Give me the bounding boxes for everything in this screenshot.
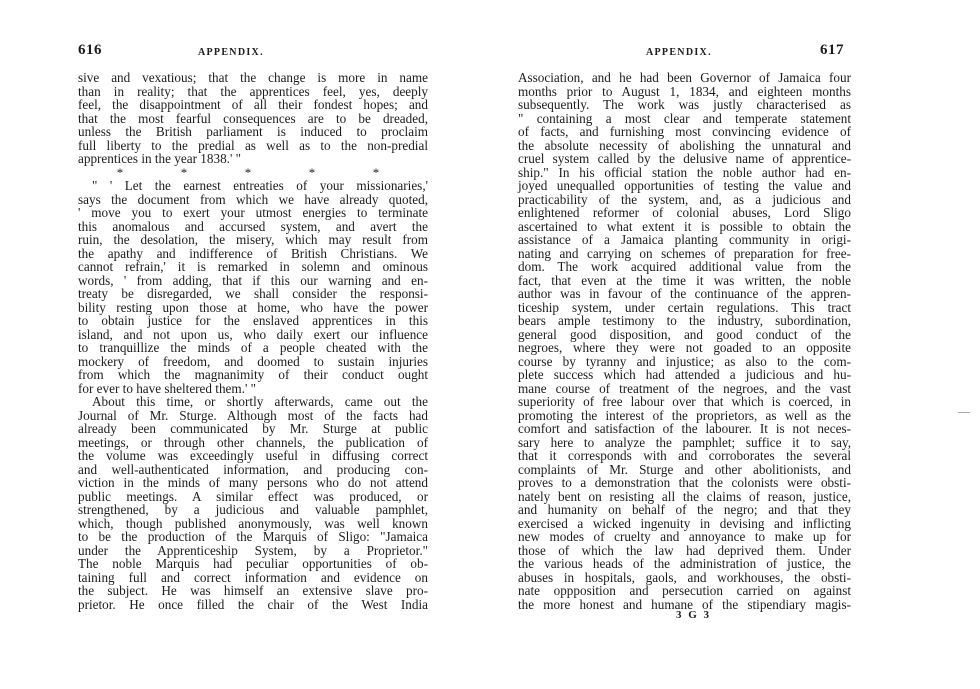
text-line: Association, and he had been Governor of Jamaica four [518, 70, 851, 85]
text-line: months prior to August 1, 1834, and eighteen months [518, 83, 851, 99]
text-line: the volume was exceedingly useful in diffusing correct [78, 448, 428, 463]
text-line: promoting the interest of the proprietors, as well as the [518, 407, 851, 423]
text-line: the subject. He was himself an extensive slave pro- [78, 583, 428, 598]
text-line: and humanity on behalf of the negro; and that they [518, 502, 851, 517]
text-line: the various heads of the administration of justice, the [518, 556, 851, 571]
text-line: mane course of treatment of the negroes, and the vast [518, 380, 851, 396]
margin-mark [958, 412, 970, 413]
text-line: the more honest and humane of the stipendiary magis- [518, 596, 851, 612]
text-line: to be the production of the Marquis of Sligo: "Jamaica [78, 529, 428, 544]
asterisk: * [116, 164, 124, 180]
text-line: nating and carrying on schemes of preparation for free- [518, 245, 851, 261]
text-line: the absolute necessity of abolishing the unnatural and [518, 137, 851, 153]
text-line: assistance of a Jamaica planting community in origi- [518, 232, 851, 247]
text-line: cruel system called by the delusive name of apprentice- [518, 151, 851, 166]
text-line: general good disposition, and good conduct of the [518, 326, 851, 342]
text-line: practicability of the system, and, as a judicious and [518, 191, 851, 207]
text-line: for ever to have sheltered them.' " [78, 380, 257, 396]
left-paragraph-quote-end [78, 71, 428, 166]
text-line: of facts, and furnishing most convincing evidence of [518, 124, 851, 139]
text-line: " containing a most clear and temperate statement [518, 110, 851, 126]
text-line: to tranquillize the minds of a people cheated with the [78, 340, 428, 355]
text-line: apprentices in the year 1838.' " [78, 151, 242, 166]
right-page-number: 617 [820, 42, 844, 58]
text-line: treaty be disregarded, we shall consider the responsi- [78, 286, 428, 301]
left-page-body [78, 71, 428, 611]
text-line: under the Apprenticeship System, by a Proprietor." [78, 542, 428, 558]
text-line: enlightened reformer of colonial abuses, Lord Sligo [518, 205, 851, 220]
text-line: already been communicated by Mr. Sturge at public [78, 421, 428, 436]
left-paragraph-sturge-journal [78, 395, 428, 611]
text-line: subsequently. The work was justly characterised as [518, 97, 851, 112]
right-paragraph-sligo-pamphlet [518, 71, 851, 611]
left-page-number: 616 [78, 42, 102, 58]
asterisk: * [180, 164, 188, 180]
text-line: meetings, or through other channels, the publication of [78, 434, 428, 450]
text-line: this anomalous and accursed system, and avert the [78, 218, 428, 234]
text-line: " ' Let the earnest entreaties of your missionaries,' [92, 178, 428, 193]
text-line: from which the magnanimity of their conduct ought [78, 367, 428, 382]
text-line: course by tyranny and injustice; as also to the com- [518, 353, 851, 369]
text-line: prietor. He once filled the chair of the West India [78, 596, 428, 612]
text-line: joyed unequalled opportunities of testing the value and [518, 178, 851, 193]
asterisk: * [308, 164, 316, 180]
text-line: those of which the law had deprived them. Under [518, 542, 851, 558]
text-line: viction in the minds of many persons who do not attend [78, 475, 428, 490]
text-line: and well-authenticated information, and producing con- [78, 461, 428, 477]
text-line: abuses in hospitals, gaols, and workhouses, the obsti- [518, 569, 851, 585]
text-line: negroes, where they were not goaded to an opposite [518, 340, 851, 355]
text-line: public meetings. A similar effect was produced, or [78, 488, 428, 504]
text-line: comfort and satisfaction of the labourer. It is not neces- [518, 421, 851, 436]
text-line: bility resting upon those at home, who have the power [78, 299, 428, 315]
right-page-body [518, 71, 851, 611]
text-line: complaints of Mr. Sturge and other abolitionists, and [518, 461, 851, 477]
text-line: the apathy and indifference of British Christians. We [78, 245, 428, 261]
signature-mark: 3 G 3 [676, 609, 712, 621]
asterisk: * [372, 164, 380, 180]
text-line: nately bent on resisting all the claims of reason, justice, [518, 488, 851, 504]
left-running-head: APPENDIX. [198, 47, 264, 58]
text-line: words, ' from adding, that if this our warning and en- [78, 272, 428, 288]
text-line: full liberty to the predial as well as to the non-predial [78, 137, 428, 153]
text-line: plete success which had attended a judicious and hu- [518, 367, 851, 382]
right-running-head: APPENDIX. [646, 47, 712, 58]
text-line: than in reality; that the apprentices feel, yes, deeply [78, 83, 428, 99]
text-line: unless the British parliament is induced to proclaim [78, 124, 428, 139]
text-line: ascertained to what extent it is possible to obtain the [518, 218, 851, 234]
text-line: says the document from which we have already quoted, [78, 191, 428, 207]
text-line: sive and vexatious; that the change is more in name [78, 70, 428, 85]
asterisk: * [244, 164, 252, 180]
text-line: ruin, the desolation, the misery, which may result from [78, 232, 428, 247]
text-line: taining full and correct information and evidence on [78, 569, 428, 585]
text-line: that the most fearful consequences are to be dreaded, [78, 110, 428, 126]
text-line: exercised a wicked ingenuity in devising and inflicting [518, 515, 851, 531]
text-line: feel, the disappointment of all their fondest hopes; and [78, 97, 428, 112]
text-line: which, though published anonymously, was well known [78, 515, 428, 531]
text-line: mockery of freedom, and doomed to sustain injuries [78, 353, 428, 369]
text-line: The noble Marquis had peculiar opportunities of ob- [78, 556, 428, 571]
text-line: to obtain justice for the enslaved apprentices in this [78, 313, 428, 328]
section-break-asterisks [78, 166, 428, 180]
text-line: new modes of cruelty and annoyance to make up for [518, 529, 851, 544]
text-line: superiority of free labour over that which is coerced, in [518, 394, 851, 409]
text-line: dom. The work acquired additional value from the [518, 259, 851, 274]
text-line: sary here to analyze the pamphlet; suffice it to say, [518, 434, 851, 450]
text-line: island, and not upon us, who daily exert our influence [78, 326, 428, 342]
text-line: strengthened, by a judicious and valuable pamphlet, [78, 502, 428, 517]
text-line: author was in favour of the continuance of the appren- [518, 286, 851, 301]
text-line: ship." In his official station the noble author had en- [518, 164, 851, 180]
text-line: Journal of Mr. Sturge. Although most of the facts had [78, 407, 428, 423]
text-line: nate oppposition and persecution carried on against [518, 583, 851, 598]
text-line: cannot refrain,' it is remarked in solemn and ominous [78, 259, 428, 274]
text-line: fact, that even at the time it was written, the noble [518, 272, 851, 288]
text-line: About this time, or shortly afterwards, came out the [92, 394, 428, 409]
text-line: that it corresponds with and corroborates the several [518, 448, 851, 463]
text-line: ticeship system, under certain regulations. This tract [518, 299, 851, 315]
text-line: bears ample testimony to the industry, subordination, [518, 313, 851, 328]
text-line: ' move you to exert your utmost energies to terminate [78, 205, 428, 220]
left-paragraph-missionaries-quote [78, 179, 428, 395]
text-line: proves to a demonstration that the colonists were obsti- [518, 475, 851, 490]
